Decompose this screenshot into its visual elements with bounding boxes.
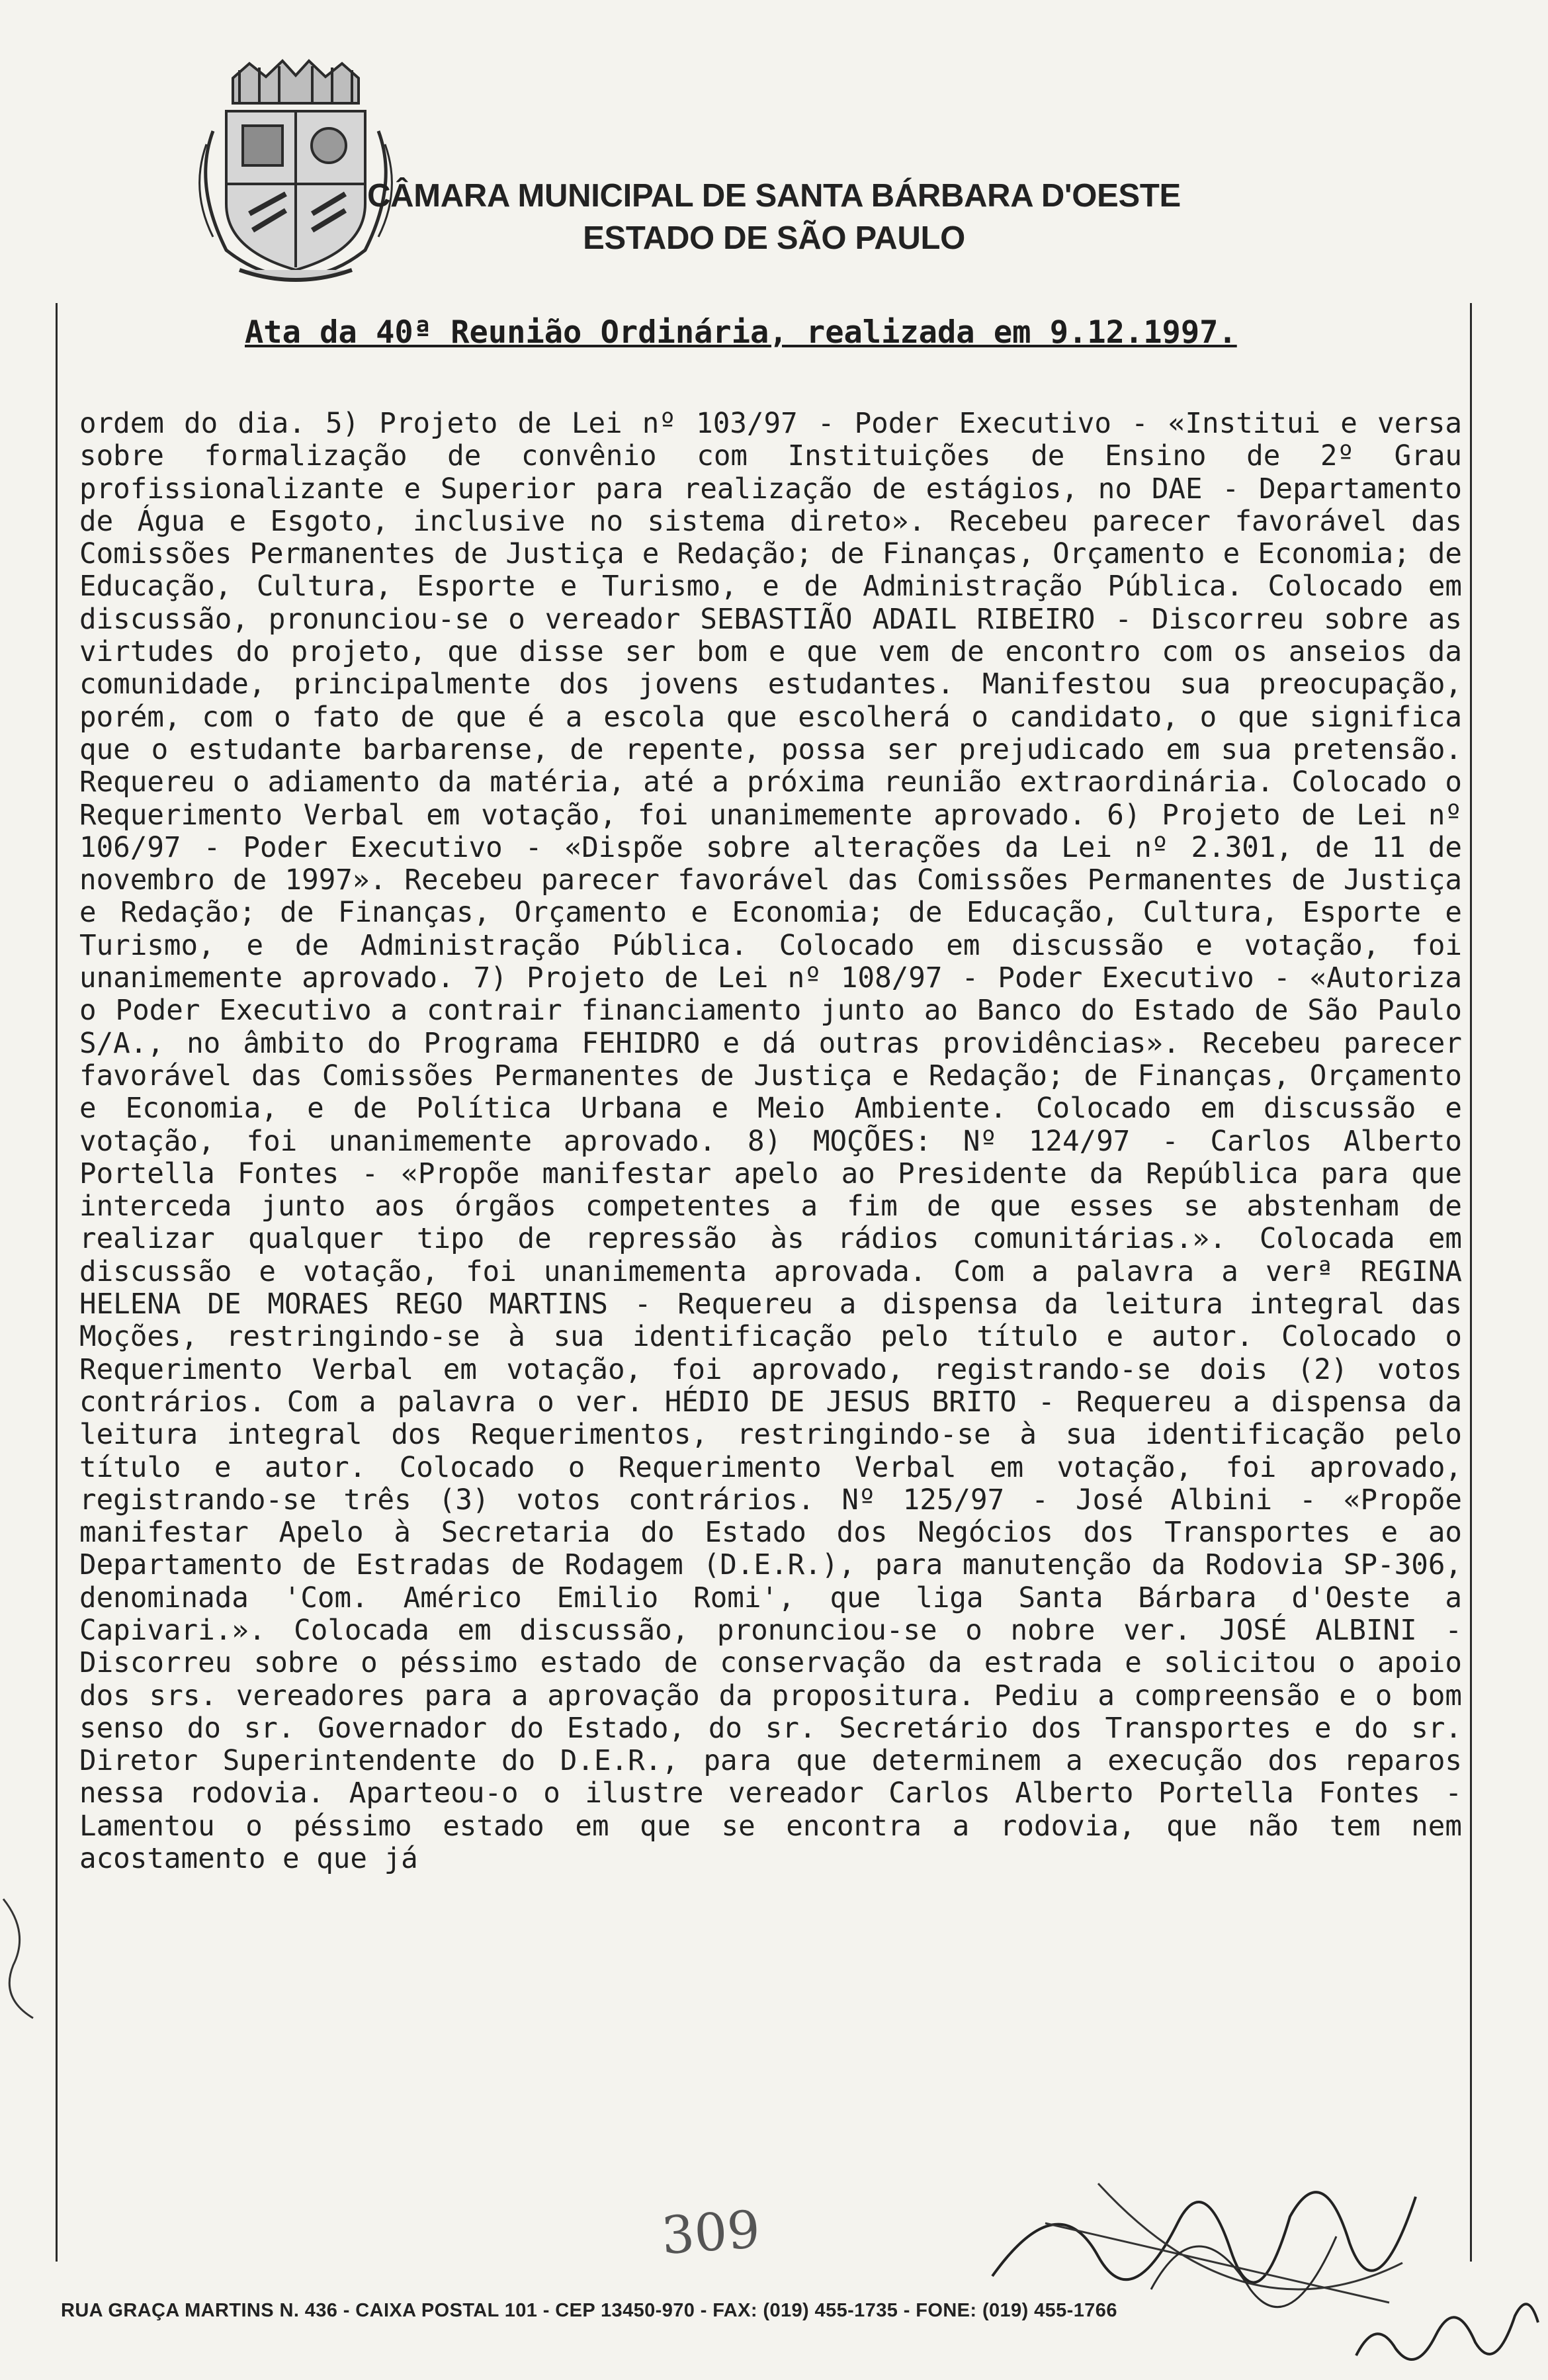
institution-name: CÂMARA MUNICIPAL DE SANTA BÁRBARA D'OESTE [367, 178, 1181, 214]
right-margin-rule [1470, 303, 1472, 2262]
left-margin-rule [56, 303, 58, 2262]
footer-address: RUA GRAÇA MARTINS N. 436 - CAIXA POSTAL 101 - CEP 13450-970 - FAX: (019) 455-1735 - FONE: (019) 455-1766 [61, 2300, 1117, 2321]
initials-scribble [1350, 2276, 1541, 2375]
minutes-body-text: ordem do dia. 5) Projeto de Lei nº 103/97 - Poder Executivo - «Institui e versa sobre formalização de convênio com Instituições de Ensino de 2º Grau profissionalizante e Superior para realização de estágios, no DAE - Departamento de Água e Esgoto, inclusive no sistema direto». Recebeu parecer favorável das Comissões Permanentes de Justiça e Redação; de Finanças, Orçamento e Economia; de Educação, Cultura, Esporte e Turismo, e de Administração Pública. Colocado em discussão, pronunciou-se o vereador SEBASTIÃO ADAIL RIBEIRO - Discorreu sobre as virtudes do projeto, que disse ser bom e que vem de encontro com os anseios da comunidade, principalmente dos jovens estudantes. Manifestou sua preocupação, porém, com o fato de que é a escola que escolherá o candidato, o que significa que o estudante barbarense, de repente, possa ser prejudicado em sua pretensão. Requereu o adiamento da matéria, até a próxima reunião extraordinária. Colocado o Requerimento Verbal em votação, foi unanimemente aprovado. 6) Projeto de Lei nº 106/97 - Poder Executivo - «Dispõe sobre alterações da Lei nº 2.301, de 11 de novembro de 1997». Recebeu parecer favorável das Comissões Permanentes de Justiça e Redação; de Finanças, Orçamento e Economia; de Educação, Cultura, Esporte e Turismo, e de Administração Pública. Colocado em discussão e votação, foi unanimemente aprovado. 7) Projeto de Lei nº 108/97 - Poder Executivo - «Autoriza o Poder Executivo a contrair financiamento junto ao Banco do Estado de São Paulo S/A., no âmbito do Programa FEHIDRO e dá outras providências». Recebeu parecer favorável das Comissões Permanentes de Justiça e Redação; de Finanças, Orçamento e Economia, e de Política Urbana e Meio Ambiente. Colocado em discussão e votação, foi unanimemente aprovado. 8) MOÇÕES: Nº 124/97 - Carlos Alberto Portella Fontes - «Propõe manifestar apelo ao Presidente da República para que interceda junto aos órgãos competentes a fim de que esses se abstenham de realizar qualquer tipo de repressão às rádios comunitárias.». Colocada em discussão e votação, foi unanimementa aprovada. Com a palavra a verª REGINA HELENA DE MORAES REGO MARTINS - Requereu a dispensa da leitura integral das Moções, restringindo-se à sua identificação pelo título e autor. Colocado o Requerimento Verbal em votação, foi aprovado, registrando-se dois (2) votos contrários. Com a palavra o ver. HÉDIO DE JESUS BRITO - Requereu a dispensa da leitura integral dos Requerimentos, restringindo-se à sua identificação pelo título e autor. Colocado o Requerimento Verbal em votação, foi aprovado, registrando-se três (3) votos contrários. Nº 125/97 - José Albini - «Propõe manifestar Apelo à Secretaria do Estado dos Negócios dos Transportes e ao Departamento de Estradas de Rodagem (D.E.R.), para manutenção da Rodovia SP-306, denominada 'Com. Américo Emilio Romi', que liga Santa Bárbara d'Oeste a Capivari.». Colocada em discussão, pronunciou-se o nobre ver. JOSÉ ALBINI - Discorreu sobre o péssimo estado de conservação da estrada e solicitou o apoio dos srs. vereadores para a aprovação da propositura. Pediu a compreensão e o bom senso do sr. Governador do Estado, do sr. Secretário dos Transportes e do sr. Diretor Superintendente do D.E.R., para que determinem a execução dos reparos nessa rodovia. Aparteou-o o ilustre vereador Carlos Alberto Portella Fontes - Lamentou o péssimo estado em que se encontra a rodovia, que não tem nem acostamento e que já [79, 408, 1462, 1876]
handwritten-page-number: 309 [660, 2199, 762, 2267]
state-name: ESTADO DE SÃO PAULO [583, 220, 965, 256]
document-title: Ata da 40ª Reunião Ordinária, realizada em 9.12.1997. [245, 314, 1237, 351]
margin-signature-mark [0, 1892, 40, 2025]
